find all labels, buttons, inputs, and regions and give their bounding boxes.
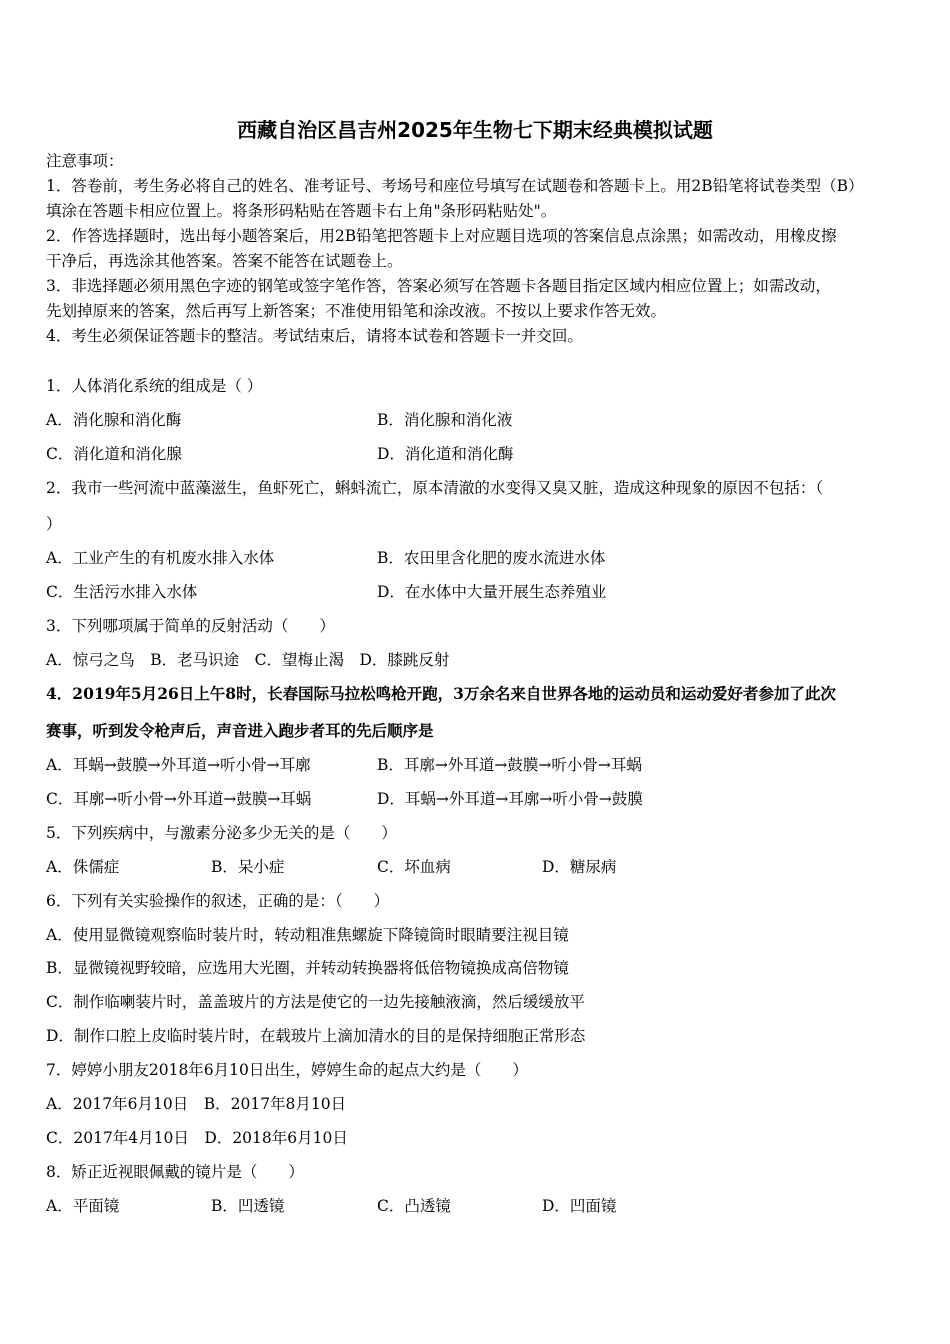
- answer-option: A．2017年6月10日 B．2017年8月10日: [46, 1095, 347, 1113]
- answer-option: C．2017年4月10日 D．2018年6月10日: [46, 1129, 348, 1147]
- answer-option: C．生活污水排入水体: [46, 583, 198, 601]
- answer-option: A．使用显微镜观察临时装片时，转动粗准焦螺旋下降镜筒时眼睛要注视目镜: [46, 926, 569, 944]
- answer-option: C．耳廓→听小骨→外耳道→鼓膜→耳蜗: [46, 790, 312, 808]
- answer-option: A．工业产生的有机废水排入水体: [46, 549, 275, 567]
- question-stem: 5．下列疾病中，与激素分泌多少无关的是（ ）: [46, 824, 397, 842]
- answer-option: A．平面镜: [46, 1197, 120, 1215]
- answer-option: C．制作临喇装片时，盖盖玻片的方法是使它的一边先接触液滴，然后缓缓放平: [46, 993, 585, 1011]
- answer-option: D．凹面镜: [542, 1197, 617, 1215]
- notice-line: 先划掉原来的答案，然后再写上新答案；不准使用铅笔和涂改液。不按以上要求作答无效。: [46, 302, 667, 320]
- answer-option: A．惊弓之鸟 B．老马识途 C．望梅止渴 D．膝跳反射: [46, 651, 450, 669]
- question-stem: 4．2019年5月26日上午8时，长春国际马拉松鸣枪开跑，3万余名来自世界各地的运动员和运动爱好者参加了此次: [46, 684, 836, 703]
- notice-line: 3．非选择题必须用黑色字迹的钢笔或签字笔作答，答案必须写在答题卡各题目指定区域内相应位置上；如需改动，: [46, 277, 831, 295]
- answer-option: B．农田里含化肥的废水流进水体: [377, 549, 606, 567]
- question-stem: 3．下列哪项属于简单的反射活动（ ）: [46, 617, 335, 635]
- answer-option: B．呆小症: [211, 858, 285, 876]
- notice-line: 2．作答选择题时，选出每小题答案后，用2B铅笔把答题卡上对应题目选项的答案信息点涂黑；如需改动，用橡皮擦: [46, 227, 837, 245]
- notice-line: 1．答卷前，考生务必将自己的姓名、准考证号、考场号和座位号填写在试题卷和答题卡上。用2B铅笔将试卷类型（B）: [46, 177, 864, 195]
- question-stem: 1．人体消化系统的组成是（ ）: [46, 377, 263, 395]
- answer-option: B．凹透镜: [211, 1197, 285, 1215]
- answer-option: A．消化腺和消化酶: [46, 411, 182, 429]
- answer-option: A．耳蜗→鼓膜→外耳道→听小骨→耳廓: [46, 756, 311, 774]
- answer-option: C．消化道和消化腺: [46, 445, 182, 463]
- answer-option: D．消化道和消化酶: [377, 445, 514, 463]
- answer-option: C．坏血病: [377, 858, 451, 876]
- notice-heading: 注意事项：: [46, 152, 124, 170]
- answer-option: B．消化腺和消化液: [377, 411, 513, 429]
- question-stem: 8．矫正近视眼佩戴的镜片是（ ）: [46, 1163, 304, 1181]
- notice-line: 4．考生必须保证答题卡的整洁。考试结束后，请将本试卷和答题卡一并交回。: [46, 327, 583, 345]
- question-stem: 赛事，听到发令枪声后，声音进入跑步者耳的先后顺序是: [46, 721, 434, 740]
- answer-option: D．在水体中大量开展生态养殖业: [377, 583, 607, 601]
- notice-line: 填涂在答题卡相应位置上。将条形码粘贴在答题卡右上角"条形码粘贴处"。: [46, 202, 557, 220]
- question-stem: 6．下列有关实验操作的叙述，正确的是：（ ）: [46, 892, 390, 910]
- question-stem: 2．我市一些河流中蓝藻滋生，鱼虾死亡，蝌蚪流亡，原本清澈的水变得又臭又脏，造成这种现象的原因不包括：（: [46, 479, 824, 497]
- question-stem: ）: [46, 515, 62, 533]
- answer-option: A．侏儒症: [46, 858, 120, 876]
- answer-option: B．显微镜视野较暗，应选用大光圈，并转动转换器将低倍物镜换成高倍物镜: [46, 959, 569, 977]
- answer-option: B．耳廓→外耳道→鼓膜→听小骨→耳蜗: [377, 756, 642, 774]
- answer-option: D．糖尿病: [542, 858, 617, 876]
- answer-option: C．凸透镜: [377, 1197, 451, 1215]
- question-stem: 7．婷婷小朋友2018年6月10日出生，婷婷生命的起点大约是（ ）: [46, 1061, 528, 1079]
- page-title: 西藏自治区昌吉州2025年生物七下期末经典模拟试题: [237, 118, 713, 142]
- notice-line: 干净后，再选涂其他答案。答案不能答在试题卷上。: [46, 252, 403, 270]
- answer-option: D．制作口腔上皮临时装片时，在载玻片上滴加清水的目的是保持细胞正常形态: [46, 1027, 586, 1045]
- answer-option: D．耳蜗→外耳道→耳廓→听小骨→鼓膜: [377, 790, 643, 808]
